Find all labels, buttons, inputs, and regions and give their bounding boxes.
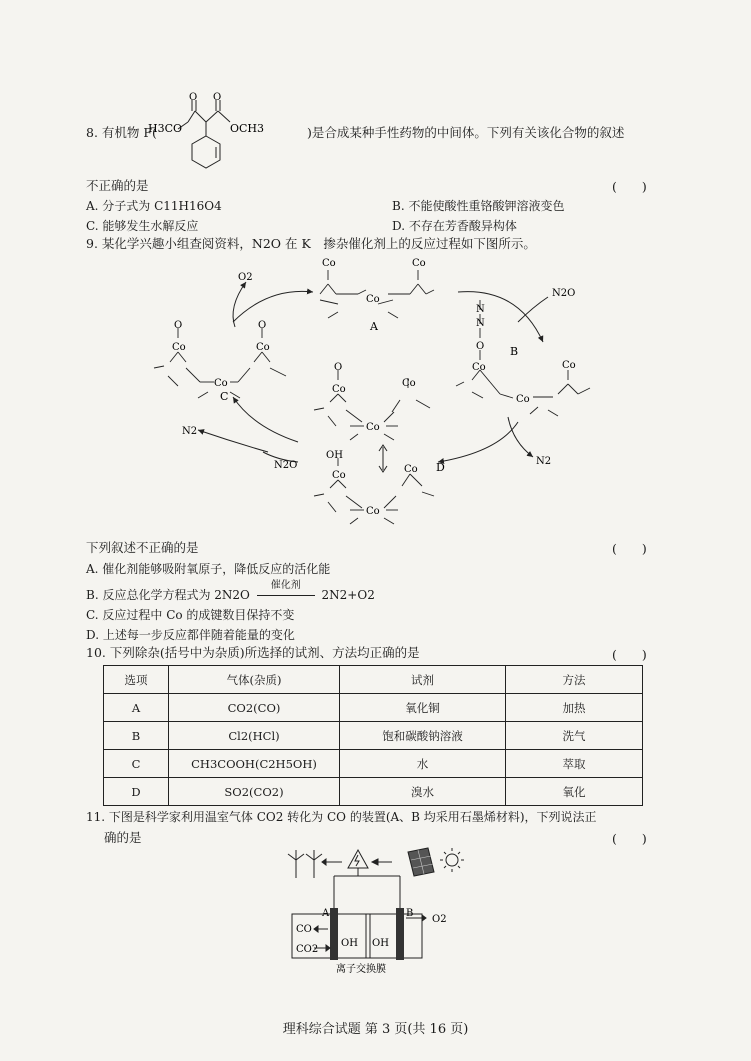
table-row (104, 750, 643, 778)
cell-gas: CH3COOH(C2H5OH) (169, 750, 340, 778)
cell-gas: CO2(CO) (169, 694, 340, 722)
q9-n2-right-label: N2 (536, 456, 552, 467)
q9-option-d: D. 上述每一步反应都伴随着能量的变化 (86, 628, 295, 642)
cell-method: 萃取 (506, 750, 643, 778)
q9-option-c: C. 反应过程中 Co 的成键数目保持不变 (86, 608, 295, 622)
q9-b-co-center: Co (516, 394, 530, 405)
q9-option-a: A. 催化剂能够吸附氧原子，降低反应的活化能 (86, 562, 331, 576)
cell-reagent: 溴水 (340, 778, 506, 806)
cell-method: 加热 (506, 694, 643, 722)
q9-n2-left-label: N2 (182, 426, 198, 437)
q9-b-co-left: Co (472, 362, 486, 373)
q9-c-co-left: Co (172, 342, 186, 353)
q9-stem: 9. 某化学兴趣小组查阅资料，N2O 在 K 掺杂催化剂上的反应过程如下图所示。 (86, 236, 536, 251)
q8-answer-paren: ( ) (612, 179, 647, 194)
q9-answer-paren: ( ) (612, 541, 647, 556)
cell-option: D (104, 778, 169, 806)
q10-table (103, 665, 643, 806)
q9-c-o-right: O (258, 320, 267, 331)
q9-d1-co-right: Co (402, 378, 416, 389)
table-row (104, 778, 643, 806)
q11-electrolysis-device (284, 846, 474, 976)
q11-line2: 确的是 (104, 830, 142, 845)
q11-o2-label: O2 (432, 914, 447, 925)
q9-n2o-top-label: N2O (552, 288, 576, 299)
q11-electrode-b-label: B (406, 908, 414, 919)
q9-label-d: D (436, 461, 445, 474)
q11-oh-right-label: OH (372, 938, 389, 949)
table-header-row (104, 666, 643, 694)
q9-c-o-left: O (174, 320, 183, 331)
q9-c-co-right: Co (256, 342, 270, 353)
col-header-method: 方法 (506, 666, 643, 694)
q8-option-a: A. 分子式为 C11H16O4 (86, 199, 222, 213)
q9-b-n2: N (476, 318, 485, 329)
q11-membrane-label: 离子交换膜 (336, 964, 386, 975)
q9-o2-label: O2 (238, 272, 253, 283)
q9-d1-o: O (334, 362, 343, 373)
q8-option-d: D. 不存在芳香酸异构体 (392, 219, 517, 233)
cell-method: 洗气 (506, 722, 643, 750)
q9-b-co-right: Co (562, 360, 576, 371)
cell-option: A (104, 694, 169, 722)
sun-icon (440, 848, 464, 872)
q9-question: 下列叙述不正确的是 (86, 540, 199, 555)
q9-option-b (86, 580, 375, 603)
col-header-reagent: 试剂 (340, 666, 506, 694)
cell-option: B (104, 722, 169, 750)
q8-option-b: B. 不能使酸性重铬酸钾溶液变色 (392, 199, 565, 213)
q8-mol-o2: O (213, 92, 222, 103)
power-source-icon (348, 850, 368, 868)
q9-option-b-catalyst: 催化剂 (270, 580, 301, 591)
q9-a-co-left: Co (322, 258, 336, 269)
page-footer: 理科综合试题 第 3 页(共 16 页) (282, 1022, 469, 1037)
q9-c-co-center: Co (214, 378, 228, 389)
table-row (104, 694, 643, 722)
q8-option-c: C. 能够发生水解反应 (86, 219, 199, 233)
q9-d2-co-left: Co (332, 470, 346, 481)
q9-a-co-right: Co (412, 258, 426, 269)
q9-n2o-bottom-label: N2O (274, 460, 298, 471)
q8-prefix: 8. 有机物 F( (86, 125, 157, 140)
q11-answer-paren: ( ) (612, 831, 647, 846)
col-header-option: 选项 (104, 666, 169, 694)
q9-d2-co-right: Co (404, 464, 418, 475)
q9-catalytic-cycle-diagram (138, 252, 608, 537)
solar-panel-icon (408, 848, 434, 876)
cell-gas: Cl2(HCl) (169, 722, 340, 750)
q9-label-b: B (510, 345, 519, 358)
q11-co-label: CO (296, 924, 312, 935)
q9-b-n1: N (476, 304, 485, 315)
q9-option-b-post: 2N2+O2 (321, 588, 375, 602)
q8-line2: 不正确的是 (86, 178, 149, 193)
q8-molecule-structure (148, 92, 284, 172)
q11-stem: 11. 下图是科学家利用温室气体 CO2 转化为 CO 的装置(A、B 均采用石墨烯材料)，下列说法正 (86, 810, 597, 824)
q9-d2-co-center: Co (366, 506, 380, 517)
q10-answer-paren: ( ) (612, 647, 647, 662)
q8-mol-right-group: OCH3 (230, 122, 265, 135)
q8-suffix: )是合成某种手性药物的中间体。下列有关该化合物的叙述 (306, 125, 625, 140)
cell-option: C (104, 750, 169, 778)
cell-gas: SO2(CO2) (169, 778, 340, 806)
q9-a-co-center: Co (366, 294, 380, 305)
cell-method: 氧化 (506, 778, 643, 806)
q8-mol-o1: O (189, 92, 198, 103)
q11-electrode-a-label: A (322, 908, 330, 919)
q9-b-o: O (476, 341, 485, 352)
q9-d2-oh: OH (326, 450, 343, 461)
col-header-gas: 气体(杂质) (169, 666, 340, 694)
table-row (104, 722, 643, 750)
cell-reagent: 水 (340, 750, 506, 778)
q9-d1-co-left: Co (332, 384, 346, 395)
q9-label-a: A (370, 320, 378, 333)
cell-reagent: 饱和碳酸钠溶液 (340, 722, 506, 750)
q11-oh-left-label: OH (341, 938, 358, 949)
q10-stem: 10. 下列除杂(括号中为杂质)所选择的试剂、方法均正确的是 (86, 645, 420, 660)
q9-label-c: C (220, 390, 229, 403)
q8-mol-left-group: H3CO (148, 122, 183, 135)
q11-co2-label: CO2 (296, 944, 319, 955)
wind-turbine-icon (288, 850, 322, 878)
cell-reagent: 氧化铜 (340, 694, 506, 722)
q9-d1-co-center: Co (366, 422, 380, 433)
q9-option-b-pre: B. 反应总化学方程式为 2N2O (86, 588, 250, 602)
